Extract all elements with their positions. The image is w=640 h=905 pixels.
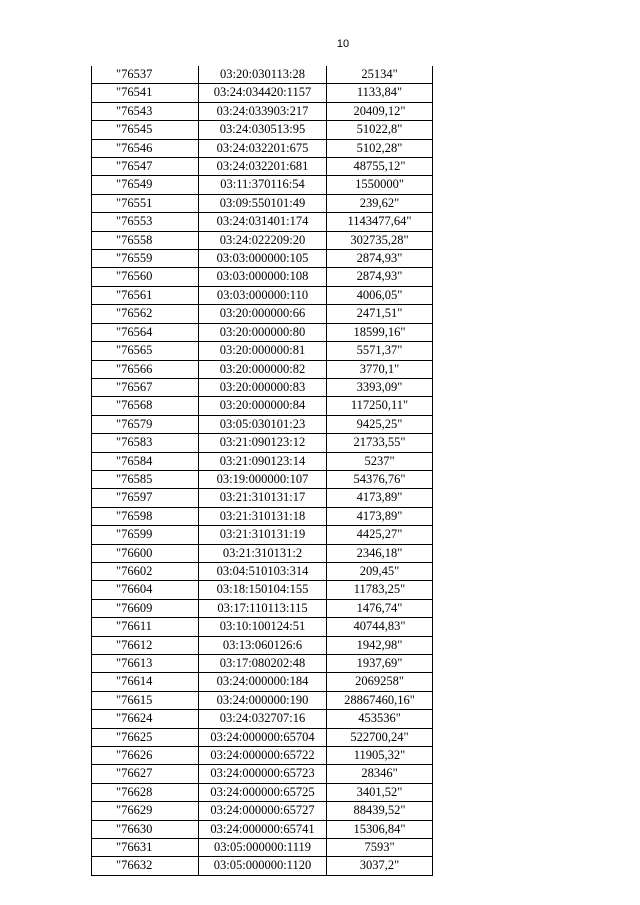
value-cell: 28346" (327, 765, 433, 783)
row-id-cell: "76602 (92, 562, 199, 580)
table-row (92, 231, 433, 249)
row-id-cell: "76630 (92, 820, 199, 838)
cadastral-number-cell: 03:24:000000:65727 (199, 802, 327, 820)
row-id-cell: "76558 (92, 231, 199, 249)
row-id-cell: "76614 (92, 673, 199, 691)
row-id-cell: "76562 (92, 305, 199, 323)
row-id-cell: "76625 (92, 728, 199, 746)
value-cell: 4425,27" (327, 526, 433, 544)
cadastral-table (91, 66, 433, 876)
row-id-cell: "76543 (92, 102, 199, 120)
value-cell: 302735,28" (327, 231, 433, 249)
cadastral-number-cell: 03:21:310131:2 (199, 544, 327, 562)
row-id-cell: "76545 (92, 121, 199, 139)
cadastral-number-cell: 03:03:000000:110 (199, 286, 327, 304)
value-cell: 48755,12" (327, 158, 433, 176)
table-row (92, 618, 433, 636)
table-row (92, 452, 433, 470)
row-id-cell: "76628 (92, 783, 199, 801)
row-id-cell: "76537 (92, 66, 199, 84)
value-cell: 4006,05" (327, 286, 433, 304)
cadastral-number-cell: 03:05:030101:23 (199, 415, 327, 433)
table-row (92, 691, 433, 709)
table-row (92, 213, 433, 231)
value-cell: 2471,51" (327, 305, 433, 323)
table-row (92, 158, 433, 176)
cadastral-number-cell: 03:17:080202:48 (199, 655, 327, 673)
cadastral-number-cell: 03:20:000000:83 (199, 378, 327, 396)
table-row (92, 360, 433, 378)
value-cell: 1143477,64" (327, 213, 433, 231)
value-cell: 3393,09" (327, 378, 433, 396)
cadastral-number-cell: 03:17:110113:115 (199, 599, 327, 617)
cadastral-number-cell: 03:24:031401:174 (199, 213, 327, 231)
value-cell: 4173,89" (327, 507, 433, 525)
row-id-cell: "76611 (92, 618, 199, 636)
table-row (92, 397, 433, 415)
value-cell: 88439,52" (327, 802, 433, 820)
table-body (92, 66, 433, 875)
value-cell: 21733,55" (327, 434, 433, 452)
value-cell: 2069258" (327, 673, 433, 691)
row-id-cell: "76560 (92, 268, 199, 286)
cadastral-number-cell: 03:21:310131:17 (199, 489, 327, 507)
value-cell: 1942,98" (327, 636, 433, 654)
table-row (92, 323, 433, 341)
value-cell: 20409,12" (327, 102, 433, 120)
table-row (92, 489, 433, 507)
row-id-cell: "76553 (92, 213, 199, 231)
row-id-cell: "76599 (92, 526, 199, 544)
cadastral-number-cell: 03:24:032707:16 (199, 710, 327, 728)
table-row (92, 636, 433, 654)
cadastral-number-cell: 03:24:033903:217 (199, 102, 327, 120)
value-cell: 453536" (327, 710, 433, 728)
table-row (92, 581, 433, 599)
row-id-cell: "76615 (92, 691, 199, 709)
row-id-cell: "76564 (92, 323, 199, 341)
cadastral-number-cell: 03:21:090123:14 (199, 452, 327, 470)
value-cell: 522700,24" (327, 728, 433, 746)
value-cell: 239,62" (327, 194, 433, 212)
value-cell: 5571,37" (327, 342, 433, 360)
value-cell: 2874,93" (327, 268, 433, 286)
cadastral-number-cell: 03:24:030513:95 (199, 121, 327, 139)
value-cell: 2874,93" (327, 250, 433, 268)
row-id-cell: "76609 (92, 599, 199, 617)
table-row (92, 526, 433, 544)
cadastral-number-cell: 03:24:032201:675 (199, 139, 327, 157)
cadastral-number-cell: 03:10:100124:51 (199, 618, 327, 636)
row-id-cell: "76568 (92, 397, 199, 415)
value-cell: 28867460,16" (327, 691, 433, 709)
table-row (92, 268, 433, 286)
cadastral-number-cell: 03:21:090123:12 (199, 434, 327, 452)
table-row (92, 286, 433, 304)
cadastral-number-cell: 03:24:000000:65725 (199, 783, 327, 801)
cadastral-number-cell: 03:20:000000:82 (199, 360, 327, 378)
cadastral-number-cell: 03:24:000000:65704 (199, 728, 327, 746)
value-cell: 54376,76" (327, 470, 433, 488)
row-id-cell: "76561 (92, 286, 199, 304)
table-row (92, 84, 433, 102)
cadastral-number-cell: 03:03:000000:105 (199, 250, 327, 268)
table-row (92, 66, 433, 84)
cadastral-number-cell: 03:20:000000:66 (199, 305, 327, 323)
cadastral-number-cell: 03:11:370116:54 (199, 176, 327, 194)
row-id-cell: "76541 (92, 84, 199, 102)
cadastral-number-cell: 03:09:550101:49 (199, 194, 327, 212)
table-row (92, 783, 433, 801)
table-row (92, 121, 433, 139)
row-id-cell: "76600 (92, 544, 199, 562)
row-id-cell: "76565 (92, 342, 199, 360)
row-id-cell: "76559 (92, 250, 199, 268)
cadastral-number-cell: 03:24:034420:1157 (199, 84, 327, 102)
cadastral-number-cell: 03:24:022209:20 (199, 231, 327, 249)
row-id-cell: "76598 (92, 507, 199, 525)
table-row (92, 765, 433, 783)
cadastral-number-cell: 03:20:000000:84 (199, 397, 327, 415)
cadastral-number-cell: 03:05:000000:1119 (199, 839, 327, 857)
row-id-cell: "76547 (92, 158, 199, 176)
cadastral-number-cell: 03:24:000000:184 (199, 673, 327, 691)
table-row (92, 415, 433, 433)
value-cell: 4173,89" (327, 489, 433, 507)
row-id-cell: "76583 (92, 434, 199, 452)
value-cell: 5237" (327, 452, 433, 470)
table-row (92, 250, 433, 268)
value-cell: 15306,84" (327, 820, 433, 838)
table-row (92, 599, 433, 617)
cadastral-number-cell: 03:24:000000:65741 (199, 820, 327, 838)
value-cell: 40744,83" (327, 618, 433, 636)
table-row (92, 673, 433, 691)
value-cell: 25134" (327, 66, 433, 84)
cadastral-number-cell: 03:13:060126:6 (199, 636, 327, 654)
value-cell: 18599,16" (327, 323, 433, 341)
value-cell: 11783,25" (327, 581, 433, 599)
value-cell: 9425,25" (327, 415, 433, 433)
cadastral-number-cell: 03:05:000000:1120 (199, 857, 327, 875)
row-id-cell: "76585 (92, 470, 199, 488)
page-number: 10 (336, 38, 350, 50)
cadastral-number-cell: 03:19:000000:107 (199, 470, 327, 488)
table-row (92, 176, 433, 194)
row-id-cell: "76627 (92, 765, 199, 783)
row-id-cell: "76551 (92, 194, 199, 212)
value-cell: 1133,84" (327, 84, 433, 102)
row-id-cell: "76613 (92, 655, 199, 673)
table-row (92, 507, 433, 525)
table-row (92, 820, 433, 838)
value-cell: 117250,11" (327, 397, 433, 415)
cadastral-number-cell: 03:20:030113:28 (199, 66, 327, 84)
value-cell: 2346,18" (327, 544, 433, 562)
row-id-cell: "76579 (92, 415, 199, 433)
row-id-cell: "76567 (92, 378, 199, 396)
table-row (92, 710, 433, 728)
row-id-cell: "76612 (92, 636, 199, 654)
table-row (92, 544, 433, 562)
table-row (92, 728, 433, 746)
value-cell: 209,45" (327, 562, 433, 580)
row-id-cell: "76624 (92, 710, 199, 728)
row-id-cell: "76632 (92, 857, 199, 875)
cadastral-number-cell: 03:24:000000:65722 (199, 747, 327, 765)
row-id-cell: "76626 (92, 747, 199, 765)
table-row (92, 305, 433, 323)
cadastral-number-cell: 03:04:510103:314 (199, 562, 327, 580)
value-cell: 51022,8" (327, 121, 433, 139)
cadastral-number-cell: 03:18:150104:155 (199, 581, 327, 599)
table-row (92, 194, 433, 212)
cadastral-number-cell: 03:20:000000:80 (199, 323, 327, 341)
table-row (92, 139, 433, 157)
cadastral-number-cell: 03:24:000000:65723 (199, 765, 327, 783)
value-cell: 1476,74" (327, 599, 433, 617)
value-cell: 1550000" (327, 176, 433, 194)
value-cell: 3770,1" (327, 360, 433, 378)
table-row (92, 839, 433, 857)
row-id-cell: "76597 (92, 489, 199, 507)
table-row (92, 802, 433, 820)
table-row (92, 342, 433, 360)
value-cell: 11905,32" (327, 747, 433, 765)
table-row (92, 434, 433, 452)
cadastral-number-cell: 03:24:032201:681 (199, 158, 327, 176)
cadastral-number-cell: 03:03:000000:108 (199, 268, 327, 286)
row-id-cell: "76631 (92, 839, 199, 857)
row-id-cell: "76549 (92, 176, 199, 194)
cadastral-number-cell: 03:21:310131:18 (199, 507, 327, 525)
value-cell: 3401,52" (327, 783, 433, 801)
table-row (92, 102, 433, 120)
row-id-cell: "76629 (92, 802, 199, 820)
table-row (92, 562, 433, 580)
table-row (92, 747, 433, 765)
value-cell: 7593" (327, 839, 433, 857)
row-id-cell: "76604 (92, 581, 199, 599)
table-row (92, 378, 433, 396)
value-cell: 5102,28" (327, 139, 433, 157)
row-id-cell: "76584 (92, 452, 199, 470)
table-row (92, 470, 433, 488)
cadastral-number-cell: 03:21:310131:19 (199, 526, 327, 544)
row-id-cell: "76566 (92, 360, 199, 378)
table-row (92, 857, 433, 875)
table-row (92, 655, 433, 673)
value-cell: 1937,69" (327, 655, 433, 673)
row-id-cell: "76546 (92, 139, 199, 157)
cadastral-number-cell: 03:20:000000:81 (199, 342, 327, 360)
cadastral-number-cell: 03:24:000000:190 (199, 691, 327, 709)
value-cell: 3037,2" (327, 857, 433, 875)
